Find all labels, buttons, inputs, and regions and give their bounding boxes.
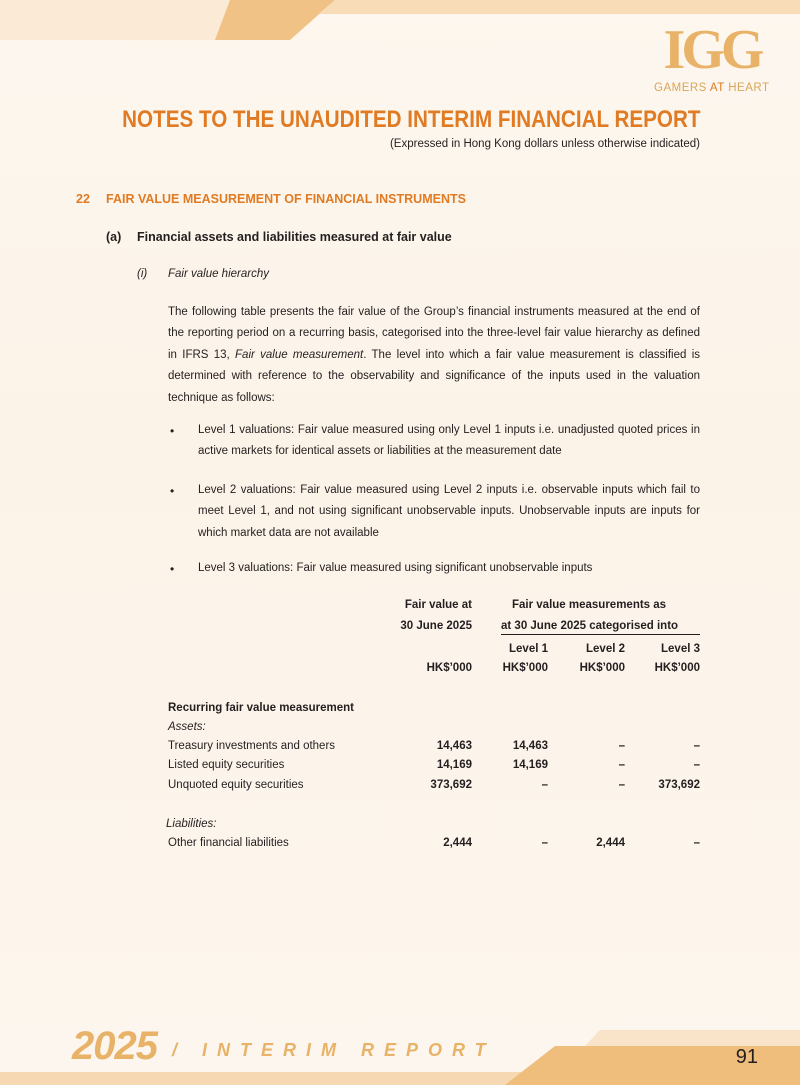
row-level-1: – — [541, 779, 548, 791]
row-label: Other financial liabilities — [168, 837, 289, 849]
row-level-1: – — [541, 837, 548, 849]
header-fv-measurements: Fair value measurements as — [512, 599, 667, 611]
unit-level-1: HK$’000 — [502, 662, 548, 674]
bullet-2-symbol: • — [170, 484, 175, 498]
row-level-2: – — [618, 740, 625, 752]
assets-heading: Assets: — [168, 721, 206, 733]
section-number: 22 — [76, 192, 90, 206]
subsection-title: Financial assets and liabilities measured at fair value — [137, 230, 452, 244]
row-level-3: – — [693, 740, 700, 752]
tagline-heart: HEART — [728, 82, 770, 94]
intro-paragraph — [168, 302, 700, 409]
paragraph-text-2: . The level into which a fair value measurement is classified is determined with reference to the observability and significance of the inputs used in the valuation technique as follows: — [168, 348, 700, 404]
bullet-1-text: Level 1 valuations: Fair value measured using only Level 1 inputs i.e. unadjusted quoted prices in active markets for identical assets or liabilities at the measurement date — [198, 424, 700, 458]
row-label: Treasury investments and others — [168, 740, 336, 752]
header-categorised-into: at 30 June 2025 categorised into — [501, 620, 679, 632]
subsubsection-number: (i) — [137, 268, 148, 280]
paragraph-italic-term: Fair value measurement — [235, 348, 364, 361]
row-fair-value: 373,692 — [430, 779, 472, 791]
igg-logo — [650, 18, 774, 98]
row-fair-value: 14,463 — [436, 740, 472, 752]
section-title: FAIR VALUE MEASUREMENT OF FINANCIAL INSTRUMENTS — [106, 192, 466, 206]
bullet-2-text: Level 2 valuations: Fair value measured using Level 2 inputs i.e. observable inputs which fail to meet Level 1, and not using significant unobservable inputs. Unobservable inputs are inputs for which market data are not available — [198, 484, 700, 539]
page-title: NOTES TO THE UNAUDITED INTERIM FINANCIAL REPORT — [121, 106, 700, 133]
bullet-3-symbol: • — [170, 562, 175, 576]
row-level-3: 373,692 — [658, 779, 700, 791]
row-level-3: – — [693, 759, 700, 771]
row-label: Unquoted equity securities — [168, 779, 304, 791]
page-subtitle: (Expressed in Hong Kong dollars unless otherwise indicated) — [389, 138, 700, 150]
unit-fair-value: HK$’000 — [426, 662, 472, 674]
bullet-1-symbol: • — [170, 424, 175, 438]
footer-year: 2025 — [72, 1024, 157, 1068]
unit-level-2: HK$’000 — [579, 662, 625, 674]
header-level-2: Level 2 — [586, 643, 625, 655]
header-level-1: Level 1 — [509, 643, 548, 655]
header-30-june-2025: 30 June 2025 — [400, 620, 472, 632]
footer-report-label: / INTERIM REPORT — [172, 1040, 496, 1060]
header-underline — [501, 634, 700, 635]
paragraph-text-1: The following table presents the fair value of the Group’s financial instruments measured at the end of the reporting period on a recurring basis, categorised into the three-level fair value hierarchy as defined in IFRS 13, — [168, 306, 700, 361]
row-fair-value: 2,444 — [443, 837, 472, 849]
unit-level-3: HK$’000 — [654, 662, 700, 674]
tagline-at: AT — [709, 82, 725, 94]
row-level-3: – — [693, 837, 700, 849]
subsection-letter: (a) — [106, 230, 122, 244]
logo-tagline — [654, 82, 770, 94]
row-label: Listed equity securities — [168, 759, 285, 771]
row-level-2: – — [618, 759, 625, 771]
logo-wordmark: IGG — [663, 19, 761, 81]
page-number: 91 — [735, 1046, 758, 1068]
liabilities-heading: Liabilities: — [166, 818, 217, 830]
header-level-3: Level 3 — [661, 643, 700, 655]
row-fair-value: 14,169 — [436, 759, 472, 771]
row-level-1: 14,463 — [512, 740, 548, 752]
recurring-heading: Recurring fair value measurement — [168, 702, 354, 714]
row-level-2: 2,444 — [596, 837, 625, 849]
row-level-1: 14,169 — [512, 759, 548, 771]
subsubsection-title: Fair value hierarchy — [168, 268, 269, 280]
tagline-gamers: GAMERS — [654, 82, 707, 94]
header-fair-value-at: Fair value at — [404, 599, 472, 611]
row-level-2: – — [618, 779, 625, 791]
bullet-3-text: Level 3 valuations: Fair value measured using significant unobservable inputs — [198, 562, 593, 574]
